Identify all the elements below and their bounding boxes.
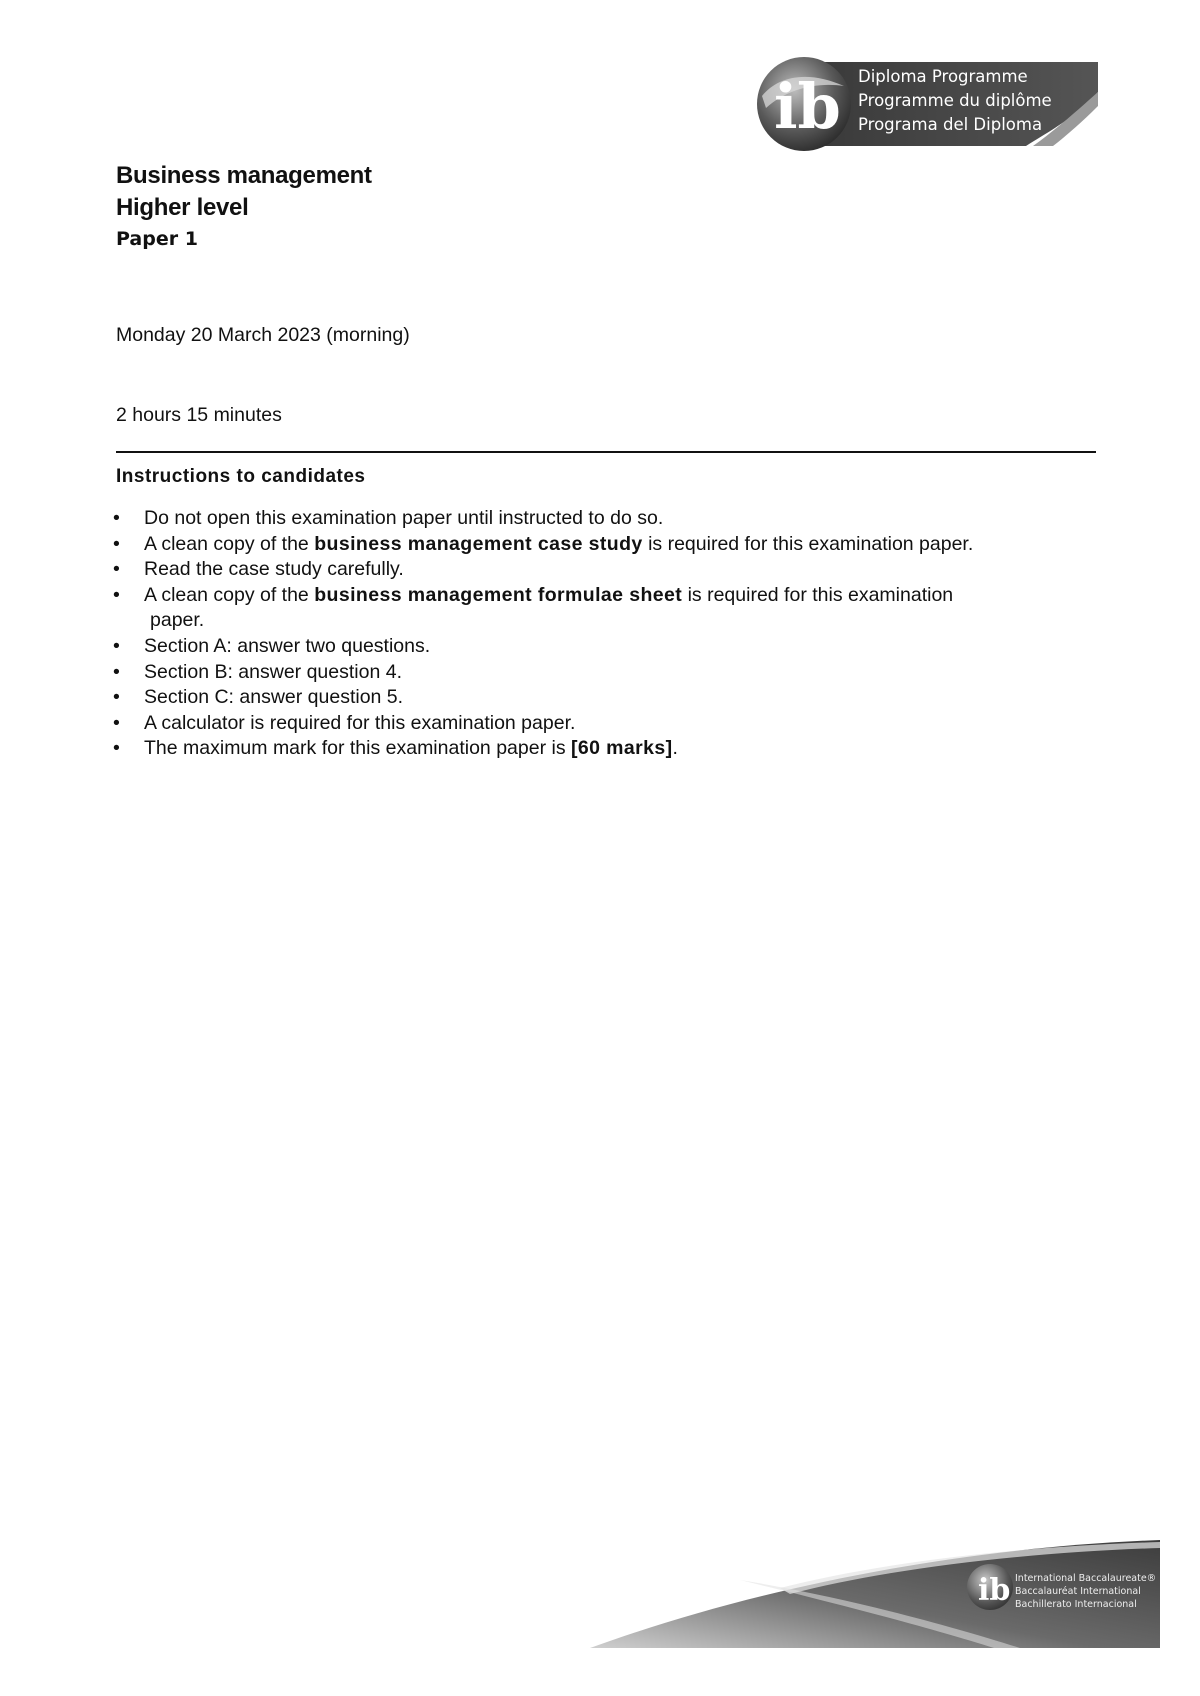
title-block [116, 160, 372, 250]
svg-text:ib: ib [978, 1573, 1011, 1608]
instruction-item: • A calculator is required for this examination paper. [110, 711, 1100, 737]
instruction-item: • The maximum mark for this examination paper is [60 marks]. [110, 736, 1100, 762]
logo-line-fr: Programme du diplôme [858, 91, 1052, 110]
logo-line-es: Programa del Diploma [858, 115, 1043, 134]
instruction-item: • Do not open this examination paper until instructed to do so. [110, 506, 1100, 532]
bullet-icon: • [113, 507, 120, 529]
exam-date: Monday 20 March 2023 (morning) [116, 324, 410, 346]
footer-line-es: Bachillerato Internacional [1015, 1599, 1137, 1610]
instructions-heading: Instructions to candidates [116, 466, 366, 487]
bullet-icon: • [113, 634, 120, 657]
logo-line-en: Diploma Programme [858, 67, 1028, 86]
instruction-item: • A clean copy of the business management formulae sheet is required for this examination paper. [110, 583, 1100, 634]
bullet-icon: • [113, 532, 120, 555]
instructions-list [110, 506, 1100, 762]
bullet-icon: • [113, 711, 120, 734]
paper-number: Paper 1 [116, 228, 198, 250]
bullet-icon: • [113, 737, 120, 760]
subject-title: Business management [116, 162, 372, 189]
svg-text:ib: ib [774, 70, 841, 143]
instruction-item: • A clean copy of the business management case study is required for this examination paper. [110, 532, 1100, 558]
instruction-item: • Section B: answer question 4. [110, 660, 1100, 686]
footer-line-en: International Baccalaureate® [1015, 1573, 1157, 1584]
instruction-item: • Section A: answer two questions. [110, 634, 1100, 660]
level-title: Higher level [116, 194, 249, 221]
ib-diploma-logo [748, 56, 1098, 152]
instruction-continuation: paper. [150, 609, 205, 632]
instruction-item: • Section C: answer question 5. [110, 685, 1100, 711]
divider-line [116, 451, 1096, 453]
bullet-icon: • [113, 558, 120, 581]
footer-line-fr: Baccalauréat International [1015, 1586, 1141, 1597]
instruction-item: • Read the case study carefully. [110, 557, 1100, 583]
exam-duration: 2 hours 15 minutes [116, 404, 282, 426]
bullet-icon: • [113, 686, 120, 709]
bullet-icon: • [113, 583, 120, 606]
bullet-icon: • [113, 660, 120, 683]
ib-footer-logo [590, 1530, 1160, 1648]
